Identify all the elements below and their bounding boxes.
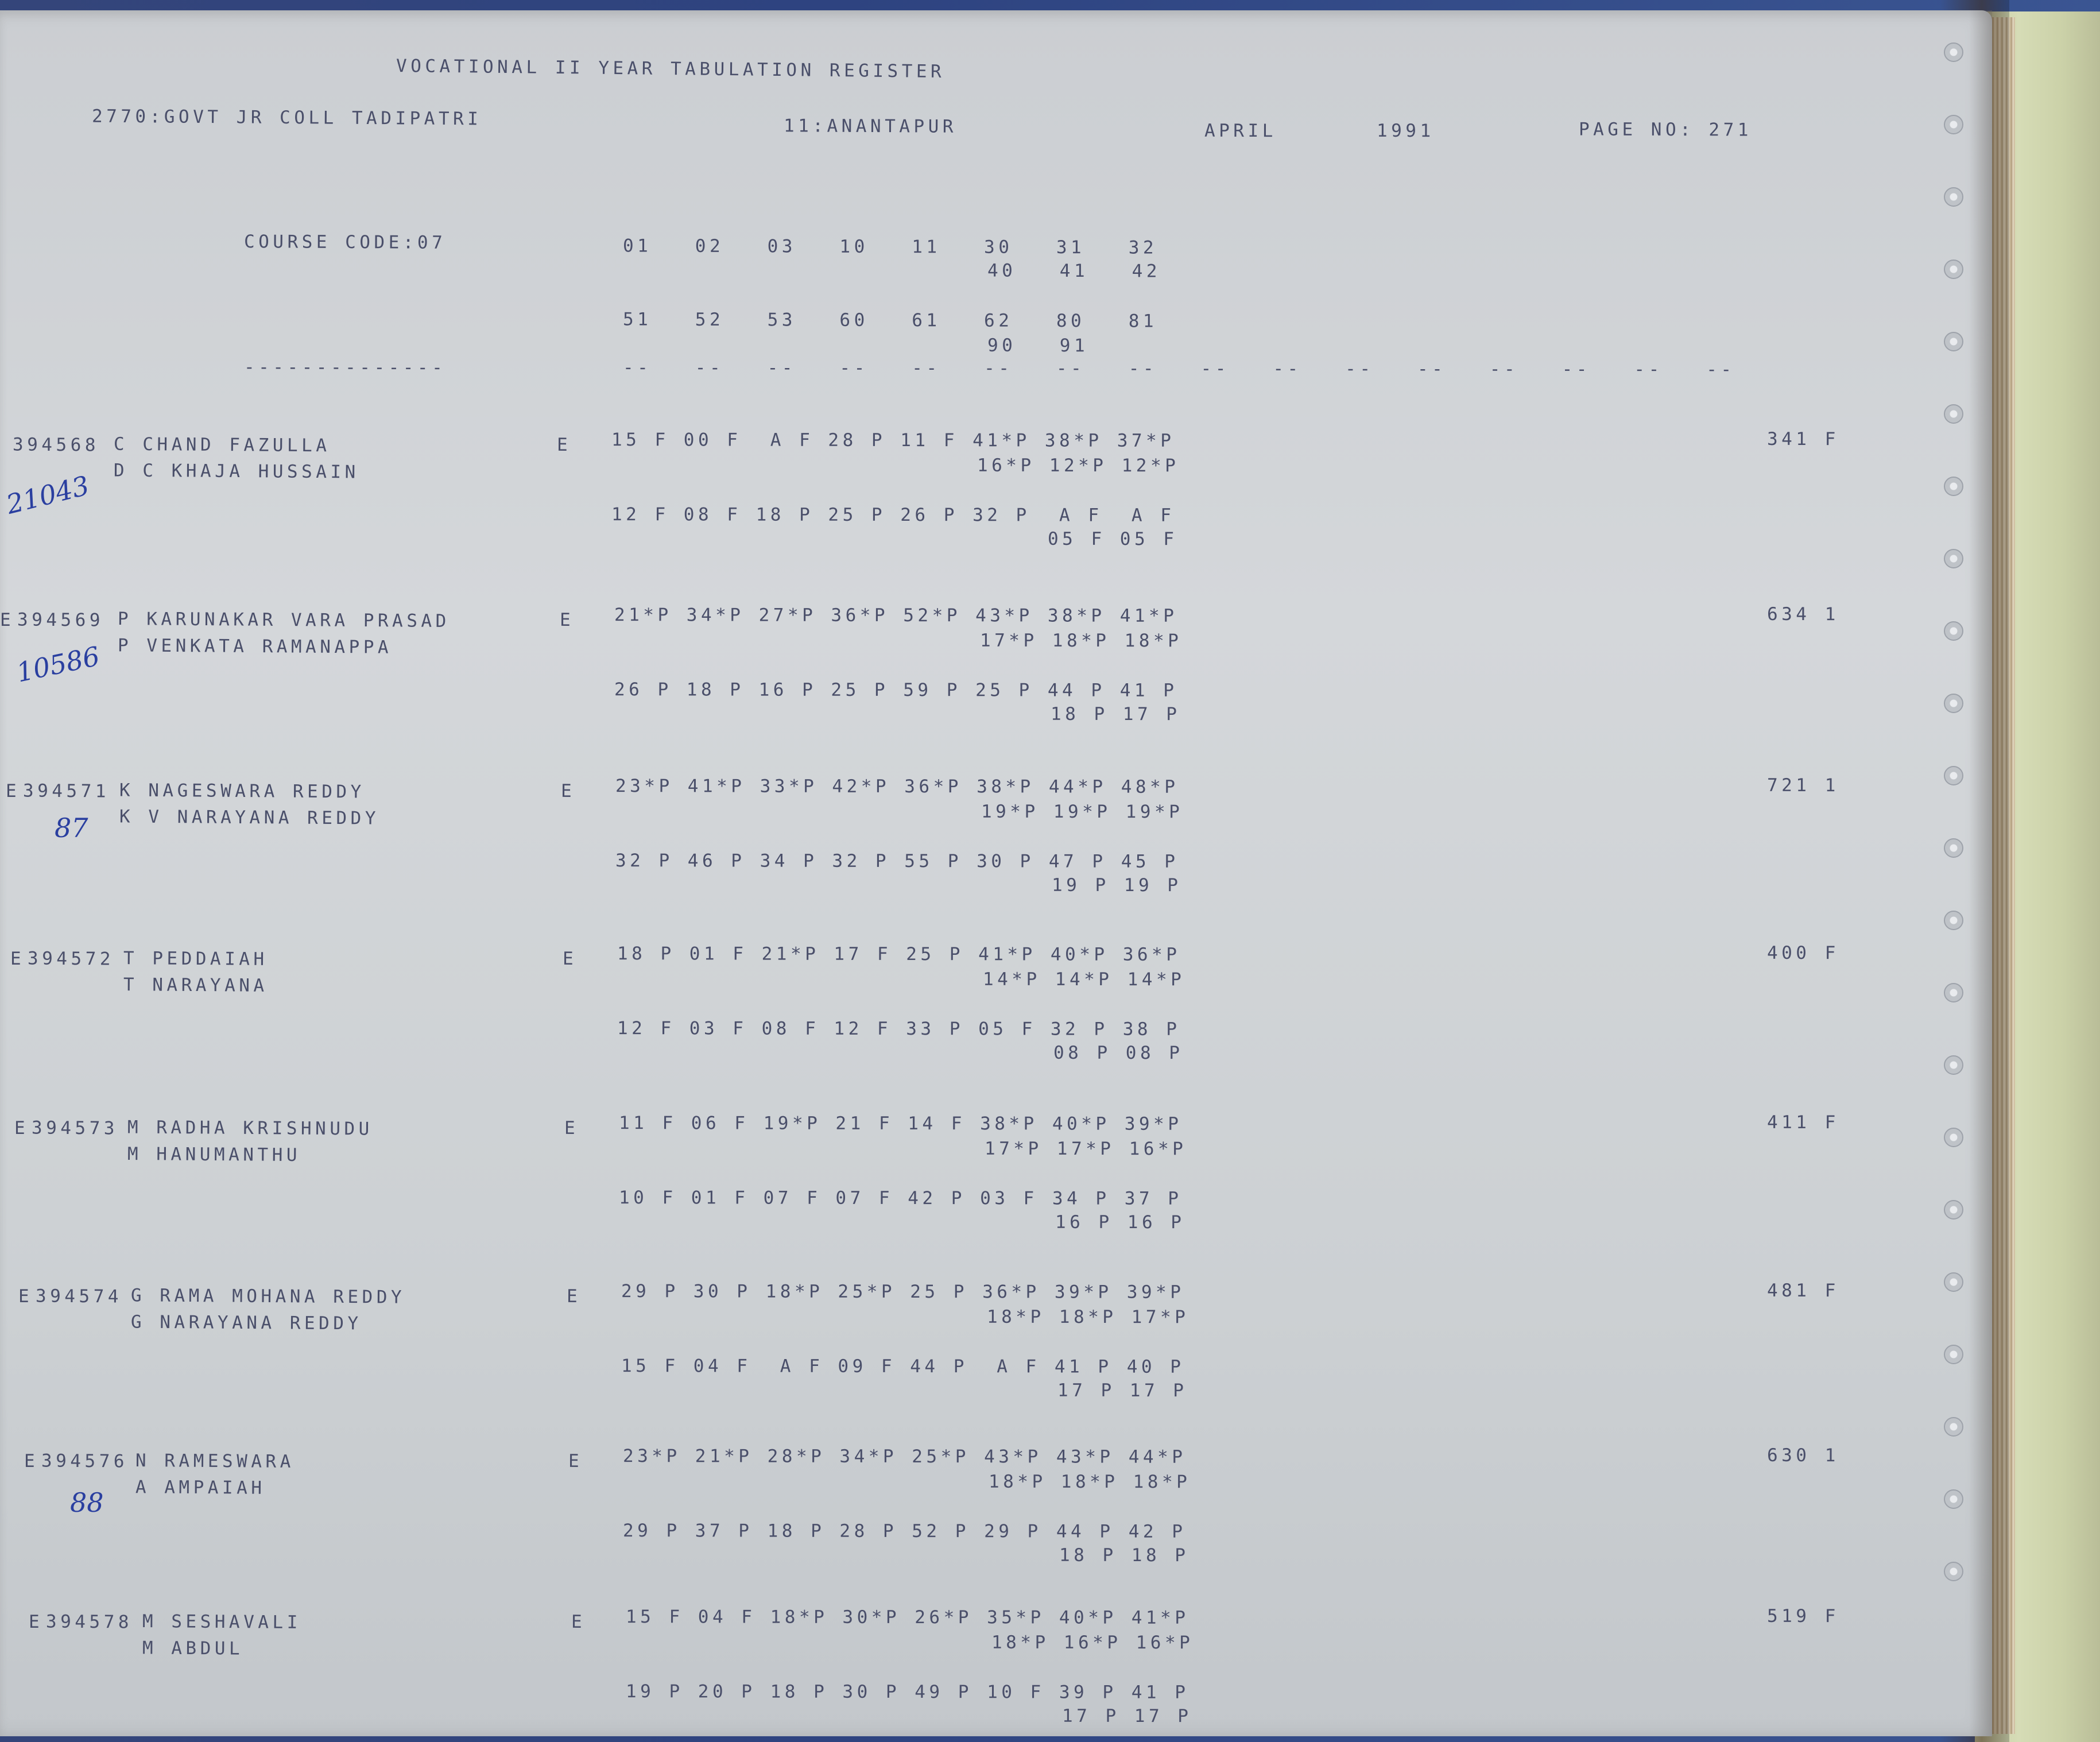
marks-part2: 12 F 03 F 08 F 12 F 33 P 05 F 32 P 38 P: [617, 1018, 1181, 1040]
father-name: A AMPAIAH: [135, 1477, 266, 1499]
medium-mark: E: [18, 1286, 33, 1307]
marks-part1: 18 P 01 F 21*P 17 F 25 P 41*P 40*P 36*P: [617, 943, 1181, 965]
candidate-name: M RADHA KRISHNUDU: [127, 1117, 373, 1140]
page-number: PAGE NO: 271: [1578, 119, 1753, 141]
marks-part2: 29 P 37 P 18 P 28 P 52 P 29 P 44 P 42 P: [622, 1520, 1187, 1542]
candidate-name: T PEDDAIAH: [123, 948, 268, 970]
father-name: M HANUMANTHU: [127, 1143, 301, 1166]
binding-hole: [1944, 260, 1963, 279]
binding-hole: [1944, 477, 1963, 496]
total-result: 630 1: [1766, 1445, 1839, 1466]
hall-ticket-number: 394572: [27, 948, 115, 970]
candidate-name: G RAMA MOHANA REDDY: [130, 1285, 406, 1308]
marks-part2: 19 P 20 P 18 P 30 P 49 P 10 F 39 P 41 P: [625, 1681, 1190, 1703]
marks-part2: 26 P 18 P 16 P 25 P 59 P 25 P 44 P 41 P: [614, 679, 1178, 701]
exam-medium: E: [566, 1286, 582, 1307]
sheet-curl-shadow: [1969, 10, 1992, 1736]
total-result: 341 F: [1766, 428, 1839, 450]
medium-mark: E: [29, 1612, 44, 1632]
binding-hole: [1944, 911, 1963, 930]
father-name: P VENKATA RAMANAPPA: [117, 635, 393, 658]
total-result: 411 F: [1766, 1112, 1839, 1133]
hall-ticket-number: 394573: [31, 1117, 119, 1139]
binding-hole: [1944, 187, 1963, 207]
medium-mark: E: [6, 781, 21, 802]
marks-part1-extra: 19*P 19*P 19*P: [981, 801, 1184, 823]
candidate-name: M SESHAVALI: [142, 1611, 301, 1633]
marks-part1-extra: 18*P 18*P 18*P: [988, 1471, 1191, 1493]
exam-medium: E: [559, 609, 575, 631]
marks-part1-extra: 17*P 17*P 16*P: [984, 1138, 1187, 1160]
binding-hole: [1944, 404, 1963, 424]
hall-ticket-number: 394578: [45, 1611, 133, 1633]
binding-hole: [1944, 1345, 1963, 1364]
hall-ticket-number: 394568: [12, 434, 100, 456]
binding-hole: [1944, 1272, 1963, 1292]
father-name: D C KHAJA HUSSAIN: [113, 460, 359, 483]
subject-codes-row1b: 40 41 42: [987, 260, 1161, 282]
candidate-name: K NAGESWARA REDDY: [119, 780, 365, 803]
binding-hole: [1944, 694, 1963, 713]
marks-part1-extra: 18*P 18*P 17*P: [986, 1306, 1190, 1328]
marks-part1: 15 F 04 F 18*P 30*P 26*P 35*P 40*P 41*P: [625, 1606, 1190, 1628]
father-name: M ABDUL: [142, 1638, 244, 1659]
marks-part1: 23*P 41*P 33*P 42*P 36*P 38*P 44*P 48*P: [615, 776, 1179, 798]
header-rule-left: --------------: [243, 357, 447, 378]
medium-mark: E: [24, 1451, 39, 1472]
exam-year: 1991: [1376, 120, 1435, 142]
total-result: 519 F: [1766, 1605, 1839, 1627]
register-title: VOCATIONAL II YEAR TABULATION REGISTER: [396, 55, 946, 83]
binding-hole: [1944, 1562, 1963, 1581]
total-result: 400 F: [1766, 942, 1839, 964]
binding-hole: [1944, 983, 1963, 1002]
candidate-name: P KARUNAKAR VARA PRASAD: [117, 608, 450, 632]
medium-mark: E: [10, 949, 25, 969]
subject-codes-row1: 01 02 03 10 11 30 31 32: [622, 235, 1158, 258]
candidate-name: C CHAND FAZULLA: [113, 433, 331, 456]
hall-ticket-number: 394576: [41, 1450, 129, 1472]
header-rule-right: -- -- -- -- -- -- -- -- -- -- -- -- -- -- -- --: [622, 357, 1735, 380]
candidate-name: N RAMESWARA: [135, 1450, 295, 1472]
exam-medium: E: [564, 1117, 579, 1139]
marks-part2-extra: 16 P 16 P: [1055, 1211, 1185, 1233]
exam-medium: E: [556, 434, 572, 456]
father-name: G NARAYANA REDDY: [130, 1311, 362, 1334]
hall-ticket-number: 394571: [22, 780, 110, 802]
marks-part1-extra: 14*P 14*P 14*P: [982, 969, 1185, 990]
marks-part2: 12 F 08 F 18 P 25 P 26 P 32 P A F A F: [611, 504, 1175, 526]
binding-hole: [1944, 1417, 1963, 1437]
total-result: 721 1: [1766, 775, 1839, 796]
medium-mark: E: [14, 1118, 29, 1139]
exam-medium: E: [560, 780, 576, 802]
marks-part1: 23*P 21*P 28*P 34*P 25*P 43*P 43*P 44*P: [622, 1446, 1187, 1468]
marks-part2-extra: 17 P 17 P: [1057, 1380, 1188, 1402]
handwritten-number: 87: [55, 812, 88, 843]
binding-hole: [1944, 1128, 1963, 1147]
binding-hole: [1944, 838, 1963, 858]
marks-part2-extra: 19 P 19 P: [1051, 874, 1182, 896]
marks-part1: 11 F 06 F 19*P 21 F 14 F 38*P 40*P 39*P: [618, 1113, 1183, 1135]
father-name: T NARAYANA: [123, 974, 268, 996]
binding-hole: [1944, 42, 1963, 62]
subject-codes-row2: 51 52 53 60 61 62 80 81: [622, 309, 1158, 332]
marks-part2-extra: 05 F 05 F: [1047, 528, 1178, 550]
binding-hole: [1944, 1200, 1963, 1220]
district: 11:ANANTAPUR: [783, 115, 958, 137]
binding-hole: [1944, 115, 1963, 134]
marks-part2: 10 F 01 F 07 F 07 F 42 P 03 F 34 P 37 P: [618, 1187, 1183, 1209]
college-code: 2770:GOVT JR COLL TADIPATRI: [91, 106, 482, 130]
handwritten-number: 10586: [13, 640, 103, 688]
handwritten-number: 21043: [3, 470, 92, 520]
hall-ticket-number: 394574: [35, 1286, 123, 1307]
binding-hole: [1944, 766, 1963, 785]
total-result: 481 F: [1766, 1280, 1839, 1302]
marks-part1: 21*P 34*P 27*P 36*P 52*P 43*P 38*P 41*P: [614, 605, 1178, 626]
exam-medium: E: [562, 948, 578, 970]
marks-part1: 15 F 00 F A F 28 P 11 F 41*P 38*P 37*P: [611, 429, 1175, 451]
exam-medium: E: [571, 1611, 586, 1633]
binding-hole: [1944, 549, 1963, 568]
father-name: K V NARAYANA REDDY: [119, 806, 380, 829]
marks-part1-extra: 16*P 12*P 12*P: [977, 455, 1180, 477]
binding-hole: [1944, 1055, 1963, 1075]
course-code: COURSE CODE:07: [243, 231, 447, 253]
marks-part2: 32 P 46 P 34 P 32 P 55 P 30 P 47 P 45 P: [615, 850, 1179, 872]
marks-part1-extra: 18*P 16*P 16*P: [991, 1632, 1194, 1654]
medium-mark: E: [0, 610, 15, 630]
marks-part2-extra: 18 P 17 P: [1050, 703, 1181, 725]
total-result: 634 1: [1766, 603, 1839, 625]
binding-hole: [1944, 621, 1963, 641]
marks-part1-extra: 17*P 18*P 18*P: [979, 630, 1183, 652]
binding-hole: [1944, 1489, 1963, 1509]
exam-medium: E: [568, 1450, 583, 1472]
marks-part2-extra: 17 P 17 P: [1061, 1705, 1192, 1727]
marks-part2-extra: 08 P 08 P: [1053, 1042, 1184, 1064]
marks-part1: 29 P 30 P 18*P 25*P 25 P 36*P 39*P 39*P: [621, 1281, 1185, 1303]
exam-month: APRIL: [1204, 120, 1277, 142]
handwritten-number: 88: [70, 1487, 104, 1518]
marks-part2: 15 F 04 F A F 09 F 44 P A F 41 P 40 P: [621, 1356, 1185, 1377]
subject-codes-row2b: 90 91: [987, 335, 1089, 357]
hall-ticket-number: 394569: [17, 609, 104, 631]
marks-part2-extra: 18 P 18 P: [1059, 1544, 1190, 1566]
binding-hole: [1944, 332, 1963, 351]
